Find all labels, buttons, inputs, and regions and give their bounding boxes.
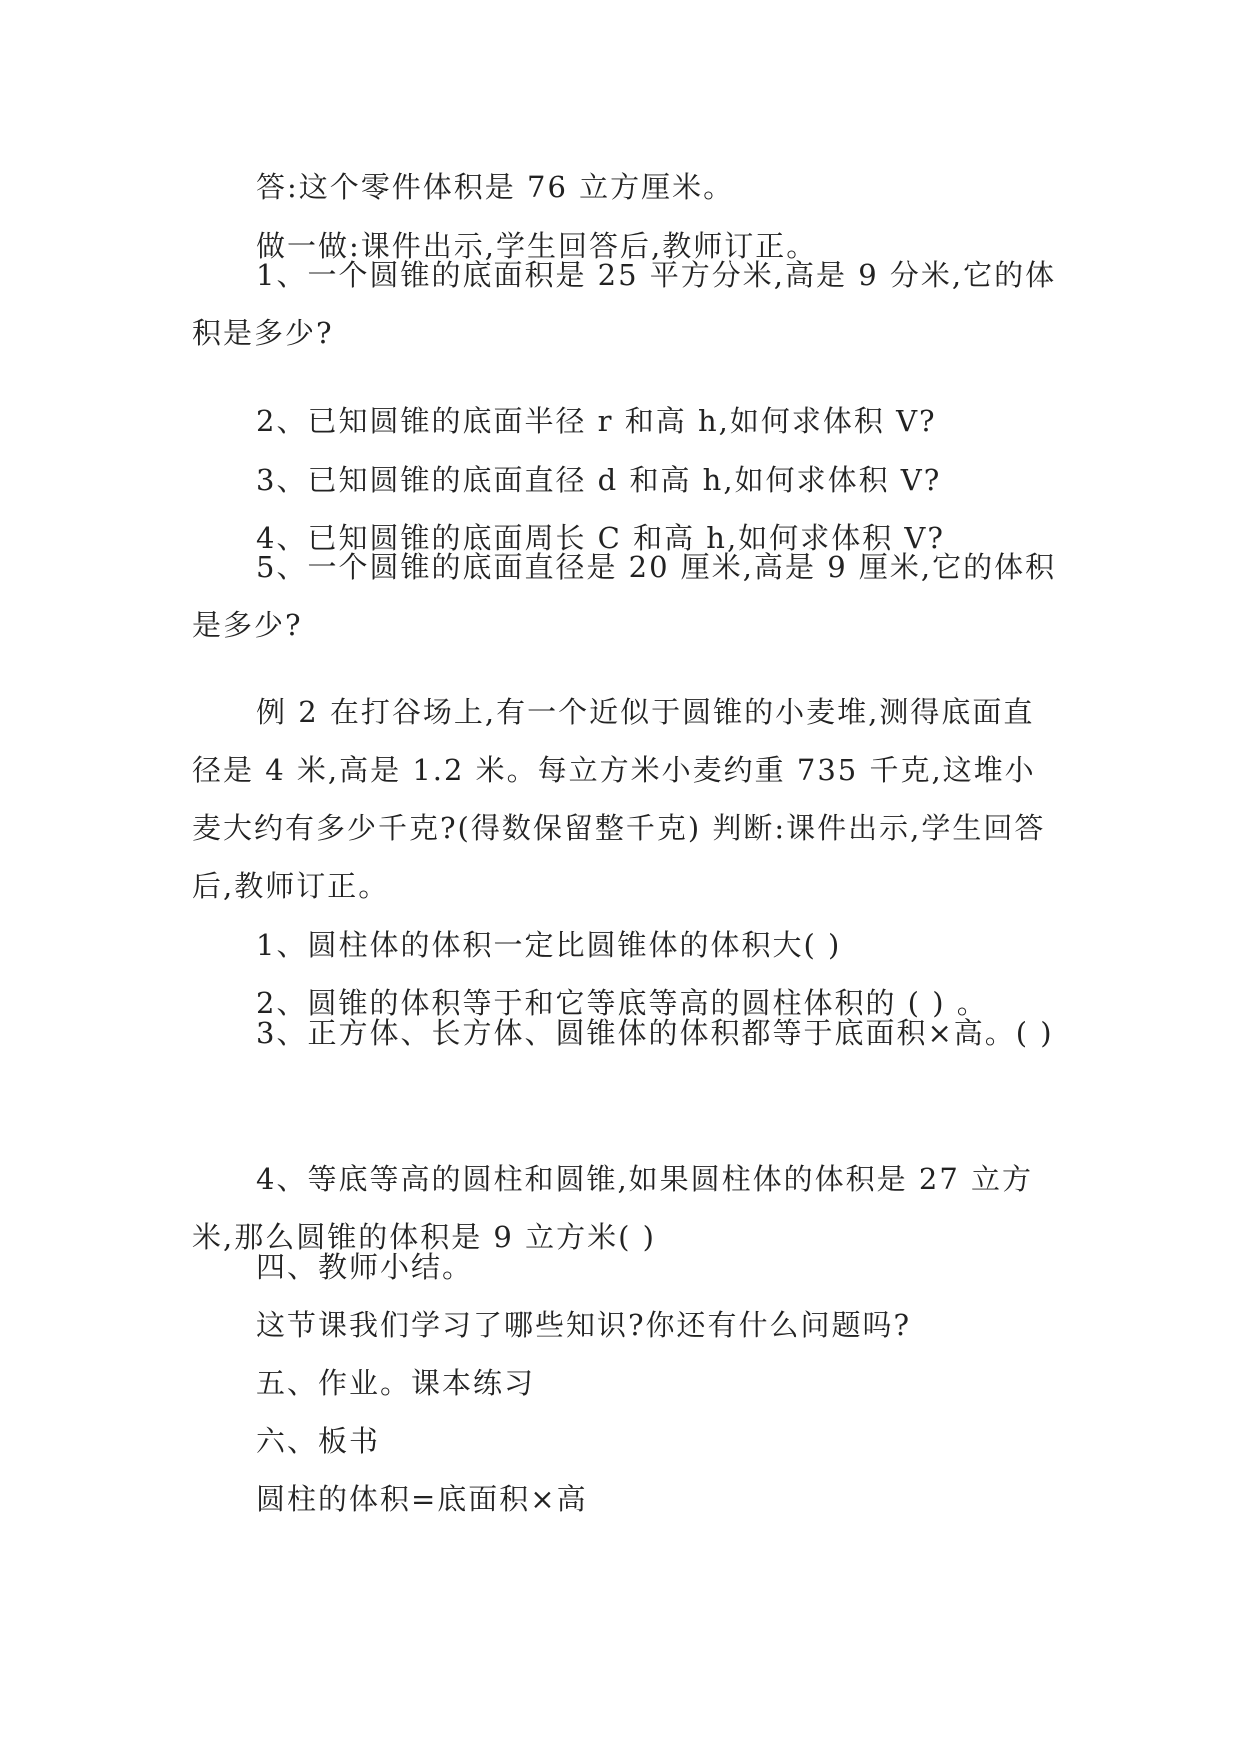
paragraph-answer: 答:这个零件体积是 76 立方厘米。 <box>256 170 735 204</box>
paragraph-question-2: 2、已知圆锥的底面半径 r 和高 h,如何求体积 V? <box>256 404 937 438</box>
paragraph-judge-2: 2、圆锥的体积等于和它等底等高的圆柱体积的 ( ) 。 <box>256 986 988 1020</box>
paragraph-question-5: 5、一个圆锥的底面直径是 20 厘米,高是 9 厘米,它的体积是多少? <box>192 550 1057 642</box>
paragraph-summary-question: 这节课我们学习了哪些知识?你还有什么问题吗? <box>256 1308 912 1342</box>
paragraph-board-heading: 六、板书 <box>256 1424 381 1458</box>
paragraph-homework: 五、作业。课本练习 <box>256 1366 536 1400</box>
paragraph-question-4: 4、已知圆锥的底面周长 C 和高 h,如何求体积 V? <box>256 521 945 555</box>
paragraph-judge-1: 1、圆柱体的体积一定比圆锥体的体积大( ) <box>256 928 842 962</box>
paragraph-try-it: 做一做:课件出示,学生回答后,教师订正。 <box>256 229 818 263</box>
paragraph-judge-4: 4、等底等高的圆柱和圆锥,如果圆柱体的体积是 27 立方米,那么圆锥的体积是 9 立方米( ) <box>192 1162 1034 1254</box>
paragraph-summary-heading: 四、教师小结。 <box>256 1250 474 1284</box>
paragraph-formula: 圆柱的体积=底面积×高 <box>256 1482 588 1516</box>
paragraph-question-1: 1、一个圆锥的底面积是 25 平方分米,高是 9 分米,它的体积是多少? <box>192 258 1057 350</box>
paragraph-question-3: 3、已知圆锥的底面直径 d 和高 h,如何求体积 V? <box>256 463 942 497</box>
paragraph-judge-3: 3、正方体、长方体、圆锥体的体积都等于底面积×高。( ) <box>256 1016 1054 1050</box>
paragraph-example-2: 例 2 在打谷场上,有一个近似于圆锥的小麦堆,测得底面直径是 4 米,高是 1.2 米。每立方米小麦约重 735 千克,这堆小麦大约有多少千克?(得数保留整千克) 判断:课件出示,学生回答后,教师订正。 <box>192 695 1046 903</box>
